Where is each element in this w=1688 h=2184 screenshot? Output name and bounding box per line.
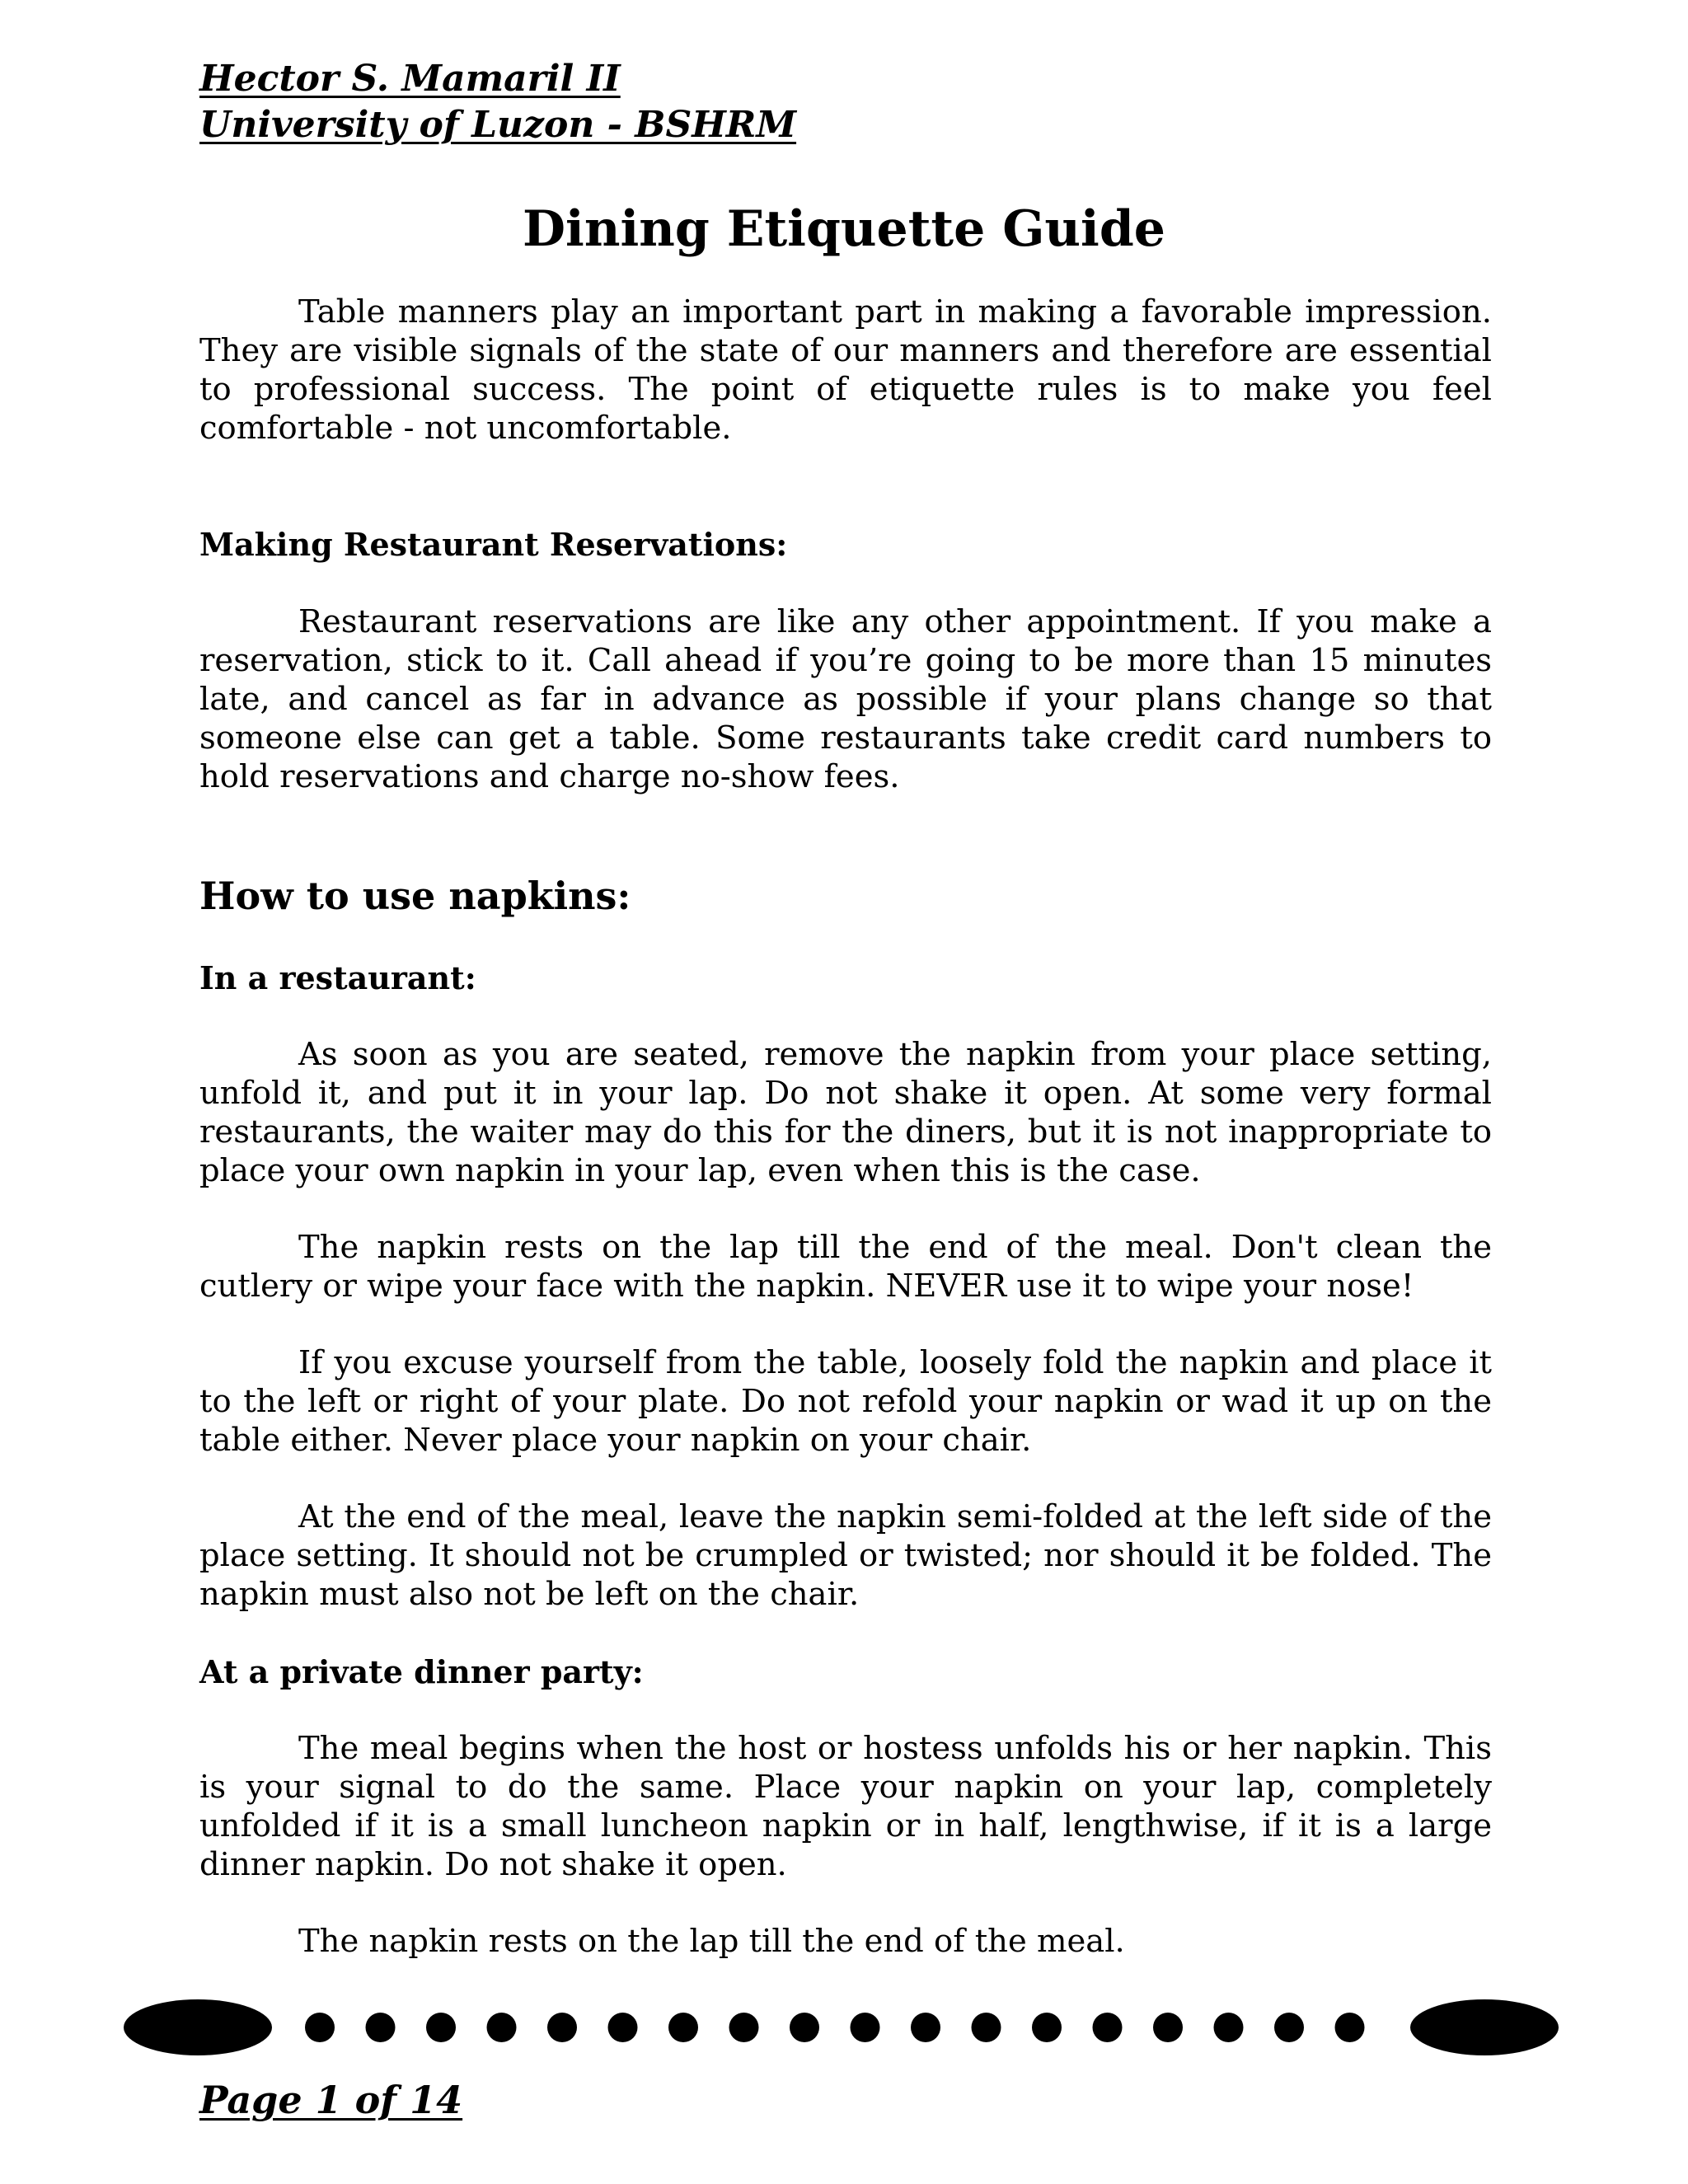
restaurant-paragraph-2: The napkin rests on the lap till the end of the meal. Don't clean the cutlery or wipe your face with the napkin. NEVER use it to wipe your nose! [199, 1229, 1492, 1305]
restaurant-paragraph-3: If you excuse yourself from the table, loosely fold the napkin and place it to the left or right of your plate. Do not refold your napkin or wad it up on the table either. Never place your napkin on your chair. [199, 1344, 1492, 1459]
restaurant-subheading: In a restaurant: [199, 959, 476, 996]
divider-dot [366, 2013, 396, 2042]
divider-dot [1335, 2013, 1365, 2042]
intro-paragraph: Table manners play an important part in making a favorable impression. They are visible signals of the state of our manners and therefore are essential to professional success. The point of etiquette rules is to make you feel comfortable - not uncomfortable. [199, 293, 1492, 447]
napkins-heading: How to use napkins: [199, 874, 631, 918]
reservations-paragraph: Restaurant reservations are like any other appointment. If you make a reservation, stick to it. Call ahead if you’re going to be more than 15 minutes late, and cancel as far in advance as possible if your plans change so that someone else can get a table. Some restaurants take credit card numbers to hold reservations and charge no-show fees. [199, 603, 1492, 795]
divider-dot [1214, 2013, 1244, 2042]
divider-left-oval [124, 1999, 272, 2055]
private-party-paragraph-2: The napkin rests on the lap till the end of the meal. [298, 1923, 1125, 1960]
divider-dot [608, 2013, 638, 2042]
private-party-paragraph-1: The meal begins when the host or hostess unfolds his or her napkin. This is your signal to do the same. Place your napkin on your lap, completely unfolded if it is a small luncheon napkin or in half, lengthwise, if it is a large dinner napkin. Do not shake it open. [199, 1730, 1492, 1883]
reservations-heading: Making Restaurant Reservations: [199, 526, 788, 563]
divider-dot [426, 2013, 456, 2042]
dotted-divider [122, 1994, 1559, 2060]
page-number: Page 1 of 14 [199, 2078, 463, 2122]
divider-dot [911, 2013, 940, 2042]
document-title: Dining Etiquette Guide [523, 200, 1165, 258]
divider-dot [1274, 2013, 1304, 2042]
divider-dot [668, 2013, 698, 2042]
divider-dot [1032, 2013, 1062, 2042]
divider-dots [305, 2013, 1365, 2042]
divider-dot [547, 2013, 577, 2042]
divider-right-oval [1410, 1999, 1559, 2055]
divider-dot [305, 2013, 335, 2042]
divider-dot [729, 2013, 759, 2042]
divider-dot [487, 2013, 517, 2042]
restaurant-paragraph-4: At the end of the meal, leave the napkin semi-folded at the left side of the place setting. It should not be crumpled or twisted; nor should it be folded. The napkin must also not be left on the chair. [199, 1498, 1492, 1613]
restaurant-paragraph-1: As soon as you are seated, remove the napkin from your place setting, unfold it, and put it in your lap. Do not shake it open. At some very formal restaurants, the waiter may do this for the diners, but it is not inappropriate to place your own napkin in your lap, even when this is the case. [199, 1036, 1492, 1189]
divider-dot [1093, 2013, 1123, 2042]
private-party-subheading: At a private dinner party: [199, 1653, 644, 1690]
divider-dot [1153, 2013, 1183, 2042]
author-name: Hector S. Mamaril II [199, 58, 621, 100]
institution-name: University of Luzon - BSHRM [199, 104, 797, 146]
divider-dot [972, 2013, 1001, 2042]
divider-dot [790, 2013, 819, 2042]
document-header [199, 56, 796, 148]
divider-dot [851, 2013, 880, 2042]
